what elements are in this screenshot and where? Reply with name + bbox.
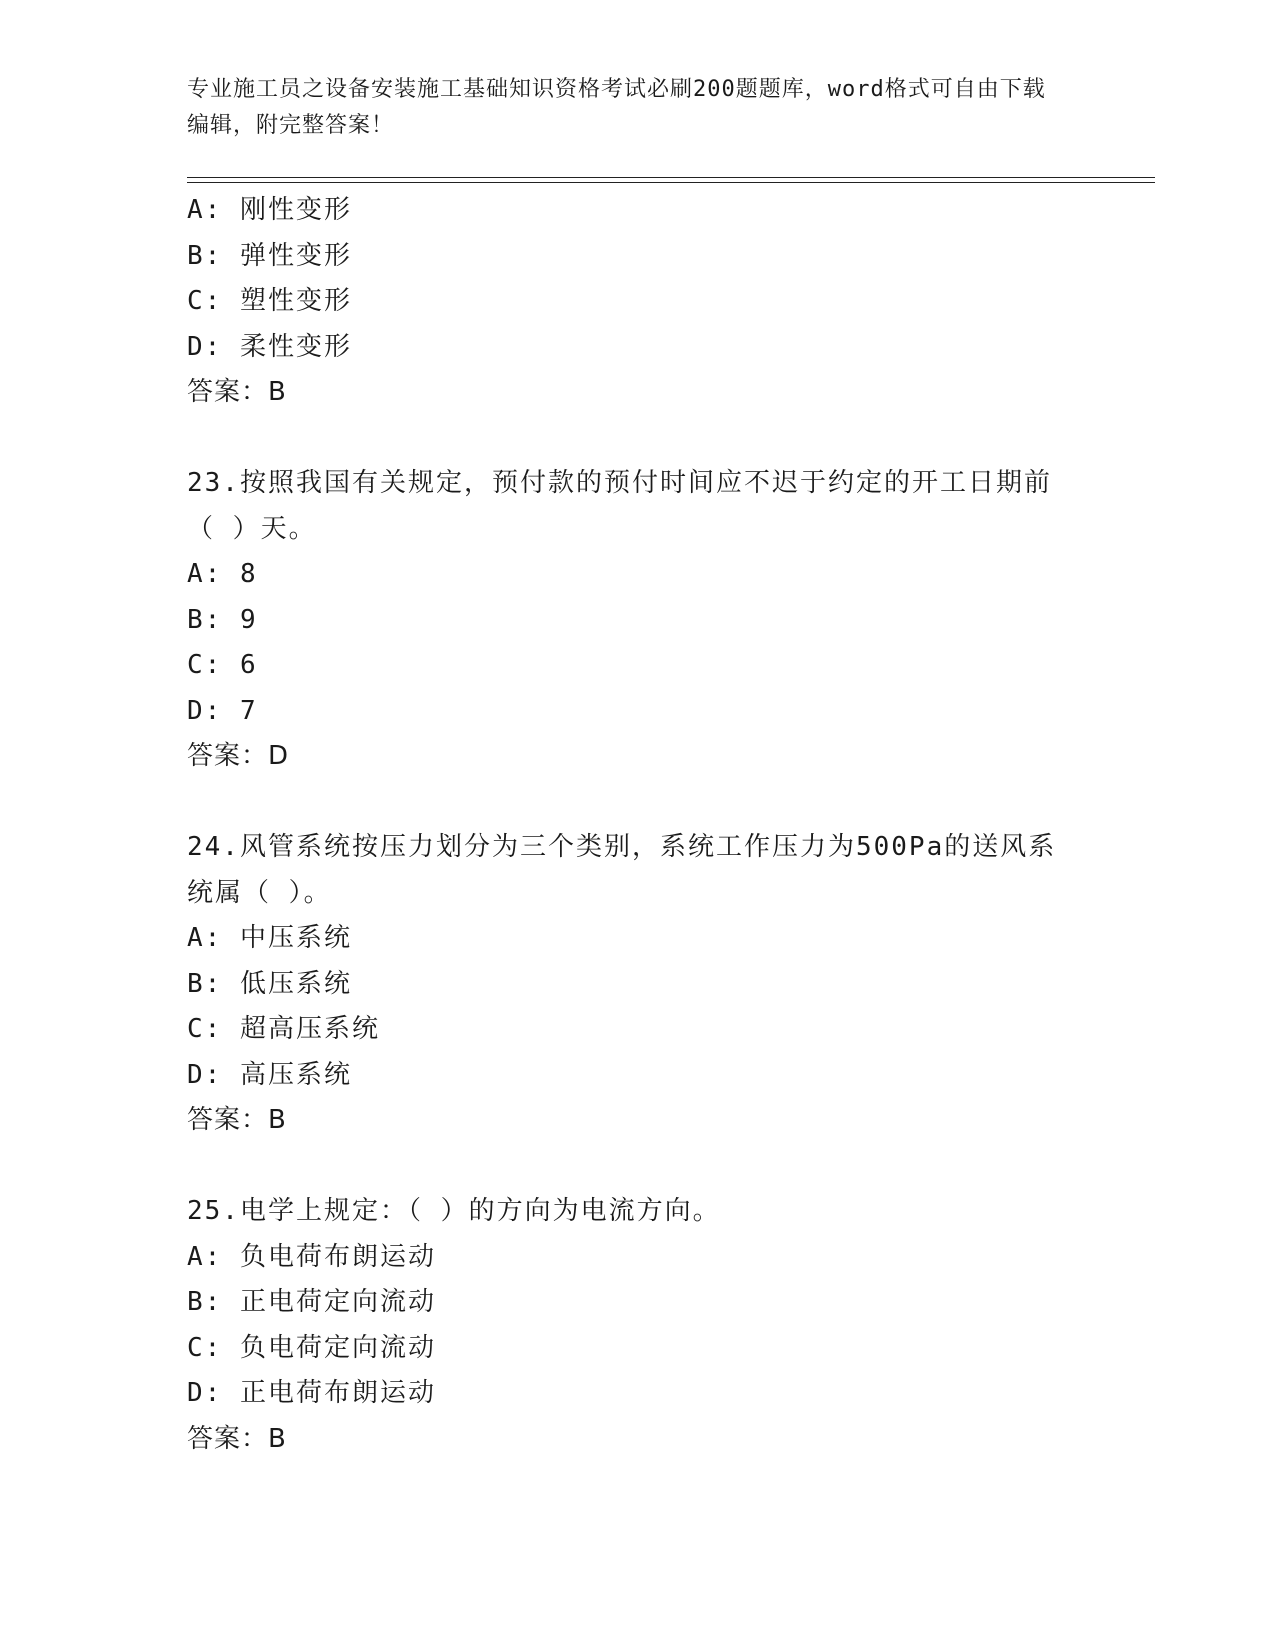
document-intro: 专业施工员之设备安装施工基础知识资格考试必刷200题题库，word格式可自由下载编辑，附完整答案！ [187,77,1046,138]
answer: 答案：D [187,741,290,771]
answer: 答案：B [187,1105,287,1135]
option-a: A: 8 [187,559,258,589]
option-d: D: 正电荷布朗运动 [187,1378,436,1408]
header-divider-top [187,177,1155,178]
question-stem: 25.电学上规定：（ ）的方向为电流方向。 [187,1196,721,1226]
option-a: A: 刚性变形 [187,195,352,225]
question-list [187,188,1087,1462]
question-stem: 23.按照我国有关规定，预付款的预付时间应不迟于约定的开工日期前（ ）天。 [187,468,1052,544]
question-22 [187,188,1087,416]
option-c: C: 塑性变形 [187,286,352,316]
option-c: C: 6 [187,650,258,680]
question-23 [187,461,1087,780]
option-d: D: 柔性变形 [187,331,352,362]
question-25 [187,1189,1087,1462]
option-a: A: 负电荷布朗运动 [187,1241,436,1272]
option-c: C: 负电荷定向流动 [187,1332,436,1363]
option-d: D: 高压系统 [187,1059,352,1090]
question-24 [187,825,1087,1144]
option-b: B: 弹性变形 [187,240,352,271]
option-c: C: 超高压系统 [187,1014,380,1044]
option-b: B: 正电荷定向流动 [187,1287,436,1317]
answer: 答案：B [187,377,287,407]
option-d: D: 7 [187,695,258,726]
answer: 答案：B [187,1423,287,1454]
question-stem: 24.风管系统按压力划分为三个类别，系统工作压力为500Pa的送风系统属（ ）。 [187,832,1057,908]
header-divider-bottom [187,182,1155,183]
option-b: B: 9 [187,604,258,635]
option-a: A: 中压系统 [187,923,352,953]
option-b: B: 低压系统 [187,968,352,999]
